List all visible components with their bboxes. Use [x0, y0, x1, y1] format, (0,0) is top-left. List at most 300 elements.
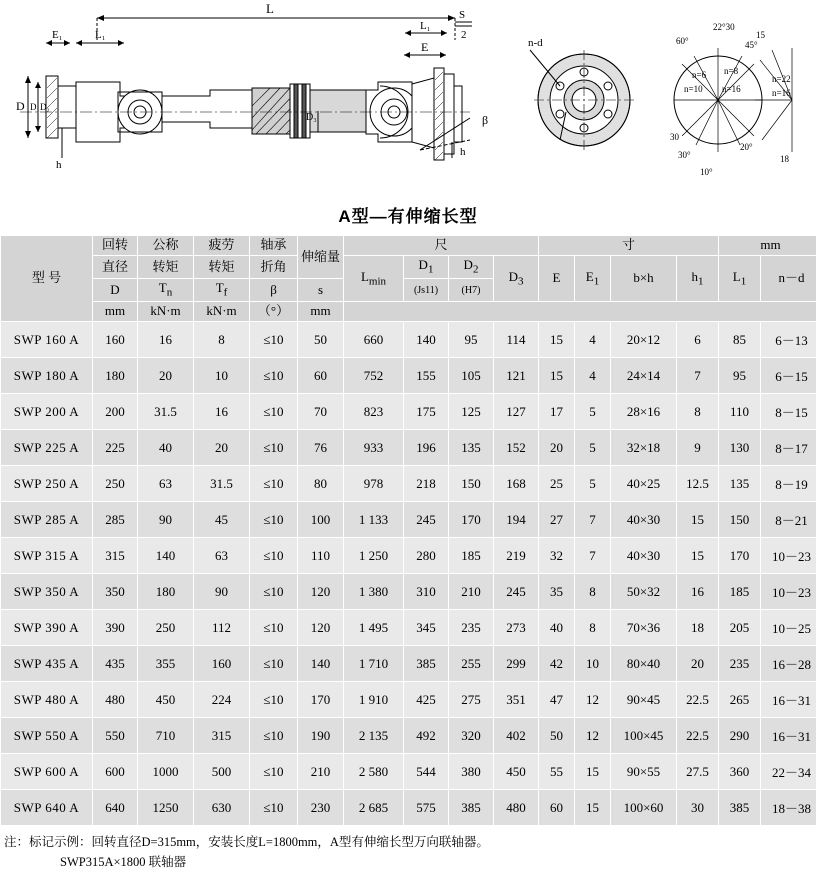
cell-bh: 90×45 [611, 682, 677, 718]
col-header-beta-line2: 折角 [250, 255, 298, 278]
cell-D3: 114 [494, 322, 539, 358]
cell-nd: 8－15 [761, 394, 816, 430]
svg-text:30: 30 [670, 132, 680, 142]
cell-s: 140 [298, 646, 344, 682]
cell-D1: 280 [404, 538, 449, 574]
cell-D: 315 [93, 538, 138, 574]
cell-Tn: 31.5 [138, 394, 194, 430]
cell-Lmin: 2 580 [344, 754, 404, 790]
cell-bh: 40×30 [611, 502, 677, 538]
cell-beta: ≤10 [250, 502, 298, 538]
cell-nd: 6－15 [761, 358, 816, 394]
cell-L1: 170 [719, 538, 761, 574]
table-row [1, 682, 816, 718]
cell-D: 600 [93, 754, 138, 790]
cell-L1: 205 [719, 610, 761, 646]
cell-D3: 402 [494, 718, 539, 754]
cell-D: 640 [93, 790, 138, 826]
cell-model: SWP 390 A [1, 610, 93, 646]
svg-text:D: D [16, 99, 25, 113]
cell-E: 17 [539, 394, 575, 430]
cell-model: SWP 480 A [1, 682, 93, 718]
cell-model: SWP 160 A [1, 322, 93, 358]
cell-bh: 100×60 [611, 790, 677, 826]
svg-text:45°: 45° [745, 40, 758, 50]
cell-model: SWP 200 A [1, 394, 93, 430]
col-header-d-line1: 回转 [93, 236, 138, 256]
cell-D2: 185 [449, 538, 494, 574]
col-header-d2-tolerance: (H7) [449, 279, 494, 302]
cell-D1: 425 [404, 682, 449, 718]
cell-Lmin: 978 [344, 466, 404, 502]
cell-D1: 345 [404, 610, 449, 646]
cell-s: 210 [298, 754, 344, 790]
col-header-tn-line1: 公称 [138, 236, 194, 256]
cell-E1: 10 [575, 646, 611, 682]
cell-D1: 575 [404, 790, 449, 826]
cell-Tf: 112 [194, 610, 250, 646]
cell-D2: 210 [449, 574, 494, 610]
cell-model: SWP 435 A [1, 646, 93, 682]
cell-D3: 127 [494, 394, 539, 430]
cell-E: 15 [539, 322, 575, 358]
cell-h1: 27.5 [677, 754, 719, 790]
svg-text:30°: 30° [678, 150, 691, 160]
cell-E: 35 [539, 574, 575, 610]
cell-D1: 245 [404, 502, 449, 538]
cell-D2: 235 [449, 610, 494, 646]
cell-D: 285 [93, 502, 138, 538]
cell-h1: 12.5 [677, 466, 719, 502]
cell-E1: 4 [575, 358, 611, 394]
cell-L1: 135 [719, 466, 761, 502]
footnote [0, 832, 816, 872]
col-header-d2: $D_2$ [449, 255, 494, 278]
cell-s: 120 [298, 610, 344, 646]
cell-Tf: 90 [194, 574, 250, 610]
cell-h1: 30 [677, 790, 719, 826]
cell-D3: 245 [494, 574, 539, 610]
cell-D3: 273 [494, 610, 539, 646]
cell-s: 60 [298, 358, 344, 394]
svg-text:n=10: n=10 [684, 84, 703, 94]
unit-tf: kN·m [194, 302, 250, 322]
svg-text:n=22: n=22 [772, 74, 791, 84]
cell-h1: 7 [677, 358, 719, 394]
cell-Tn: 16 [138, 322, 194, 358]
cell-D1: 544 [404, 754, 449, 790]
cell-bh: 80×40 [611, 646, 677, 682]
col-header-group-cun: 寸 [539, 236, 719, 256]
cell-D1: 155 [404, 358, 449, 394]
cell-D1: 310 [404, 574, 449, 610]
table-row [1, 358, 816, 394]
cell-nd: 16－31 [761, 682, 816, 718]
cell-nd: 8－21 [761, 502, 816, 538]
col-header-s-symbol: s [298, 279, 344, 302]
cell-E1: 7 [575, 502, 611, 538]
table-row [1, 754, 816, 790]
col-header-d-line2: 直径 [93, 255, 138, 278]
cell-s: 190 [298, 718, 344, 754]
cell-E: 42 [539, 646, 575, 682]
unit-s: mm [298, 302, 344, 322]
cell-s: 76 [298, 430, 344, 466]
cell-E: 47 [539, 682, 575, 718]
cell-nd: 8－19 [761, 466, 816, 502]
cell-model: SWP 350 A [1, 574, 93, 610]
cell-h1: 9 [677, 430, 719, 466]
cell-Lmin: 823 [344, 394, 404, 430]
cell-D1: 175 [404, 394, 449, 430]
cell-model: SWP 600 A [1, 754, 93, 790]
cell-D: 160 [93, 322, 138, 358]
cell-D2: 275 [449, 682, 494, 718]
svg-text:22°30: 22°30 [713, 22, 735, 32]
cell-s: 100 [298, 502, 344, 538]
col-header-tn-symbol: $T_n$ [138, 279, 194, 302]
svg-text:h: h [56, 159, 62, 171]
col-header-group-chi: 尺 [344, 236, 539, 256]
cell-Lmin: 1 250 [344, 538, 404, 574]
cell-D3: 219 [494, 538, 539, 574]
unit-beta: （°） [250, 302, 298, 322]
cell-model: SWP 250 A [1, 466, 93, 502]
cell-model: SWP 180 A [1, 358, 93, 394]
col-header-bh: b×h [611, 255, 677, 301]
col-header-tn-line2: 转矩 [138, 255, 194, 278]
cell-Tn: 710 [138, 718, 194, 754]
svg-text:n=8: n=8 [724, 66, 739, 76]
cell-D: 225 [93, 430, 138, 466]
cell-Lmin: 1 495 [344, 610, 404, 646]
svg-text:S: S [459, 9, 465, 21]
cell-D: 435 [93, 646, 138, 682]
footnote-line-1: 注：标记示例：回转直径D=315mm，安装长度L=1800mm，A型有伸缩长型万向联轴器。 [4, 835, 489, 849]
svg-text:n-d: n-d [528, 37, 543, 49]
cell-D1: 140 [404, 322, 449, 358]
cell-Lmin: 1 133 [344, 502, 404, 538]
cell-L1: 150 [719, 502, 761, 538]
cell-D2: 150 [449, 466, 494, 502]
cell-s: 70 [298, 394, 344, 430]
col-header-beta-symbol: β [250, 279, 298, 302]
cell-bh: 40×30 [611, 538, 677, 574]
cell-Tf: 160 [194, 646, 250, 682]
svg-text:L₁: L₁ [95, 29, 106, 41]
cell-E: 20 [539, 430, 575, 466]
cell-model: SWP 550 A [1, 718, 93, 754]
cell-Tf: 500 [194, 754, 250, 790]
cell-beta: ≤10 [250, 466, 298, 502]
table-row [1, 538, 816, 574]
svg-text:E: E [421, 40, 428, 54]
cell-E: 60 [539, 790, 575, 826]
cell-beta: ≤10 [250, 574, 298, 610]
cell-D2: 380 [449, 754, 494, 790]
svg-text:β: β [482, 113, 488, 127]
svg-text:h: h [460, 146, 466, 158]
col-header-e: E [539, 255, 575, 301]
cell-h1: 22.5 [677, 718, 719, 754]
cell-D: 350 [93, 574, 138, 610]
cell-h1: 18 [677, 610, 719, 646]
cell-model: SWP 285 A [1, 502, 93, 538]
cell-bh: 90×55 [611, 754, 677, 790]
cell-beta: ≤10 [250, 682, 298, 718]
cell-s: 120 [298, 574, 344, 610]
cell-D: 390 [93, 610, 138, 646]
col-header-tf-line2: 转矩 [194, 255, 250, 278]
cell-beta: ≤10 [250, 358, 298, 394]
col-header-model: 型 号 [1, 236, 93, 322]
cell-bh: 24×14 [611, 358, 677, 394]
cell-beta: ≤10 [250, 646, 298, 682]
table-body [1, 322, 816, 826]
cell-Tn: 1250 [138, 790, 194, 826]
table-row [1, 430, 816, 466]
cell-L1: 85 [719, 322, 761, 358]
cell-h1: 8 [677, 394, 719, 430]
cell-Tn: 140 [138, 538, 194, 574]
cell-D3: 299 [494, 646, 539, 682]
cell-E1: 7 [575, 538, 611, 574]
cell-L1: 130 [719, 430, 761, 466]
table-header-row-1 [1, 236, 816, 256]
cell-Tn: 20 [138, 358, 194, 394]
cell-L1: 265 [719, 682, 761, 718]
cell-Lmin: 2 135 [344, 718, 404, 754]
table-row [1, 466, 816, 502]
cell-Lmin: 933 [344, 430, 404, 466]
col-header-tf-line1: 疲劳 [194, 236, 250, 256]
svg-text:2: 2 [461, 29, 467, 41]
table-row [1, 718, 816, 754]
svg-text:n=6: n=6 [692, 70, 707, 80]
cell-s: 50 [298, 322, 344, 358]
col-header-d1-tolerance: (Js11) [404, 279, 449, 302]
cell-beta: ≤10 [250, 718, 298, 754]
cell-E1: 12 [575, 718, 611, 754]
cell-Tn: 90 [138, 502, 194, 538]
cell-Lmin: 1 710 [344, 646, 404, 682]
cell-beta: ≤10 [250, 322, 298, 358]
cell-model: SWP 640 A [1, 790, 93, 826]
cell-beta: ≤10 [250, 610, 298, 646]
cell-bh: 32×18 [611, 430, 677, 466]
cell-h1: 15 [677, 502, 719, 538]
unit-spacer [344, 302, 816, 322]
svg-text:10°: 10° [700, 167, 713, 177]
cell-beta: ≤10 [250, 430, 298, 466]
col-header-e1: $E_1$ [575, 255, 611, 301]
cell-bh: 28×16 [611, 394, 677, 430]
svg-text:E₁: E₁ [52, 29, 63, 41]
cell-E: 32 [539, 538, 575, 574]
cell-E1: 4 [575, 322, 611, 358]
col-header-tf-symbol: $T_f$ [194, 279, 250, 302]
cell-L1: 110 [719, 394, 761, 430]
cell-h1: 16 [677, 574, 719, 610]
cell-Tf: 45 [194, 502, 250, 538]
cell-D2: 385 [449, 790, 494, 826]
svg-text:D₂: D₂ [40, 102, 50, 112]
cell-Tf: 8 [194, 322, 250, 358]
cell-h1: 20 [677, 646, 719, 682]
col-header-l1: $L_1$ [719, 255, 761, 301]
cell-h1: 6 [677, 322, 719, 358]
cell-D2: 135 [449, 430, 494, 466]
cell-E: 15 [539, 358, 575, 394]
cell-L1: 360 [719, 754, 761, 790]
cell-D3: 480 [494, 790, 539, 826]
svg-text:L: L [266, 1, 274, 16]
svg-text:L₁: L₁ [420, 20, 431, 32]
cell-E: 55 [539, 754, 575, 790]
cell-nd: 16－31 [761, 718, 816, 754]
cell-D3: 351 [494, 682, 539, 718]
table-row [1, 610, 816, 646]
svg-text:n=16: n=16 [772, 88, 791, 98]
unit-tn: kN·m [138, 302, 194, 322]
cell-D2: 170 [449, 502, 494, 538]
cell-Tf: 20 [194, 430, 250, 466]
col-header-beta-line1: 轴承 [250, 236, 298, 256]
specification-table [0, 235, 816, 826]
cell-Tn: 180 [138, 574, 194, 610]
cell-Lmin: 1 910 [344, 682, 404, 718]
svg-text:n=16: n=16 [722, 84, 741, 94]
cell-L1: 235 [719, 646, 761, 682]
cell-Tn: 63 [138, 466, 194, 502]
cell-E: 27 [539, 502, 575, 538]
cell-nd: 10－23 [761, 574, 816, 610]
cell-bh: 20×12 [611, 322, 677, 358]
svg-text:D₁: D₁ [30, 102, 40, 112]
table-row [1, 502, 816, 538]
cell-Lmin: 660 [344, 322, 404, 358]
cell-D2: 95 [449, 322, 494, 358]
svg-text:20°: 20° [740, 142, 753, 152]
svg-text:15: 15 [756, 30, 766, 40]
col-header-d3: $D_3$ [494, 255, 539, 301]
col-header-nd: n－d [761, 255, 816, 301]
cell-Tf: 31.5 [194, 466, 250, 502]
cell-D1: 218 [404, 466, 449, 502]
cell-nd: 10－23 [761, 538, 816, 574]
cell-E1: 5 [575, 394, 611, 430]
cell-s: 230 [298, 790, 344, 826]
cell-D3: 168 [494, 466, 539, 502]
cell-nd: 10－25 [761, 610, 816, 646]
cell-E1: 12 [575, 682, 611, 718]
cell-Tf: 630 [194, 790, 250, 826]
cell-Tf: 10 [194, 358, 250, 394]
cell-D: 200 [93, 394, 138, 430]
svg-text:D₃: D₃ [306, 112, 317, 123]
cell-D: 480 [93, 682, 138, 718]
cell-bh: 70×36 [611, 610, 677, 646]
cell-bh: 100×45 [611, 718, 677, 754]
cell-E1: 8 [575, 574, 611, 610]
technical-drawing [0, 0, 816, 200]
cell-Lmin: 752 [344, 358, 404, 394]
table-row [1, 394, 816, 430]
section-title: A型—有伸缩长型 [0, 202, 816, 227]
cell-Tf: 224 [194, 682, 250, 718]
footnote-line-2: SWP315A×1800 联轴器 [4, 852, 816, 872]
table-header-row-units [1, 302, 816, 322]
cell-beta: ≤10 [250, 790, 298, 826]
cell-D3: 450 [494, 754, 539, 790]
cell-D2: 255 [449, 646, 494, 682]
table-header-row-2 [1, 255, 816, 278]
cell-D2: 320 [449, 718, 494, 754]
cell-L1: 185 [719, 574, 761, 610]
col-header-h1: $h_1$ [677, 255, 719, 301]
cell-D2: 105 [449, 358, 494, 394]
svg-text:60°: 60° [676, 36, 689, 46]
table-row [1, 646, 816, 682]
cell-E1: 15 [575, 754, 611, 790]
col-header-d1: $D_1$ [404, 255, 449, 278]
cell-D3: 152 [494, 430, 539, 466]
cell-beta: ≤10 [250, 538, 298, 574]
cell-Lmin: 2 685 [344, 790, 404, 826]
cell-bh: 40×25 [611, 466, 677, 502]
cell-L1: 95 [719, 358, 761, 394]
cell-h1: 22.5 [677, 682, 719, 718]
cell-Tf: 63 [194, 538, 250, 574]
col-header-group-mm: mm [719, 236, 816, 256]
cell-s: 110 [298, 538, 344, 574]
cell-E: 50 [539, 718, 575, 754]
cell-Tn: 250 [138, 610, 194, 646]
svg-text:18: 18 [780, 154, 790, 164]
cell-D1: 492 [404, 718, 449, 754]
cell-Lmin: 1 380 [344, 574, 404, 610]
cell-s: 80 [298, 466, 344, 502]
col-header-lmin: $L_{min}$ [344, 255, 404, 301]
col-header-s-line1: 伸缩量 [298, 236, 344, 279]
cell-Tf: 16 [194, 394, 250, 430]
cell-beta: ≤10 [250, 754, 298, 790]
cell-nd: 18－38 [761, 790, 816, 826]
cell-E: 25 [539, 466, 575, 502]
cell-D: 180 [93, 358, 138, 394]
cell-model: SWP 225 A [1, 430, 93, 466]
table-row [1, 574, 816, 610]
cell-bh: 50×32 [611, 574, 677, 610]
table-row [1, 790, 816, 826]
cell-D2: 125 [449, 394, 494, 430]
cell-E1: 8 [575, 610, 611, 646]
cell-h1: 15 [677, 538, 719, 574]
cell-E1: 5 [575, 466, 611, 502]
cell-L1: 385 [719, 790, 761, 826]
unit-d: mm [93, 302, 138, 322]
cell-Tn: 40 [138, 430, 194, 466]
cell-E1: 15 [575, 790, 611, 826]
cell-D1: 196 [404, 430, 449, 466]
cell-nd: 8－17 [761, 430, 816, 466]
cell-D1: 385 [404, 646, 449, 682]
cell-beta: ≤10 [250, 394, 298, 430]
cell-Tn: 450 [138, 682, 194, 718]
cell-E: 40 [539, 610, 575, 646]
cell-Tn: 1000 [138, 754, 194, 790]
cell-E1: 5 [575, 430, 611, 466]
